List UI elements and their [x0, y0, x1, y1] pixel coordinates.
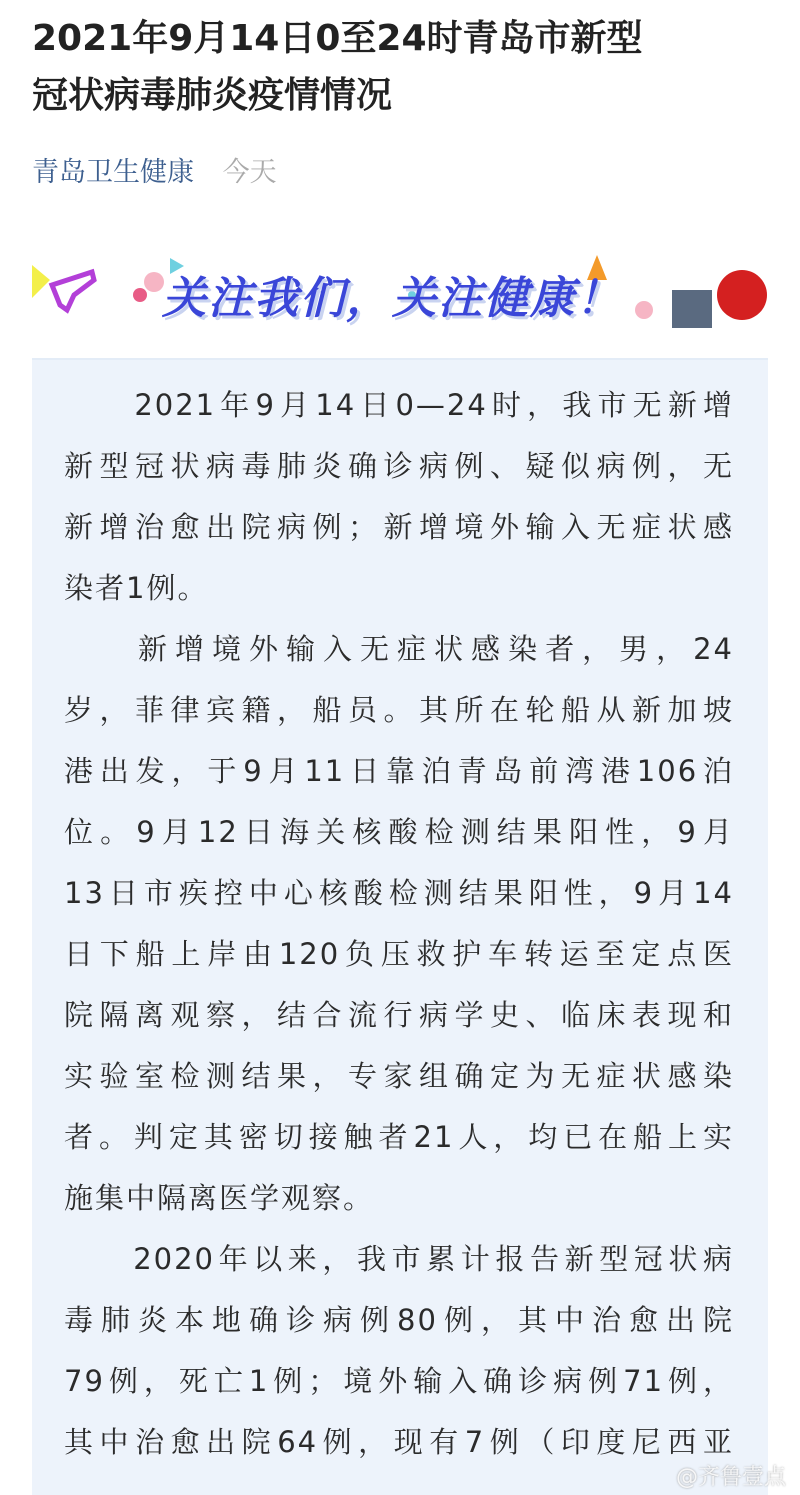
body-line: 染者1例。: [64, 571, 209, 605]
article-title: [32, 10, 772, 124]
body-line: 其中治愈出院64例，现有7例（印度尼西亚: [64, 1425, 734, 1459]
body-line: 位。9月12日海关核酸检测结果阳性，9月: [64, 815, 734, 849]
body-line: 79例，死亡1例；境外输入确诊病例71例，: [64, 1364, 734, 1398]
body-line: 新增治愈出院病例；新增境外输入无症状感: [64, 510, 734, 544]
body-line: 2020年以来，我市累计报告新型冠状病: [64, 1242, 734, 1276]
watermark: @齐鲁壹点: [675, 1465, 786, 1490]
body-line: 13日市疾控中心核酸检测结果阳性，9月14: [64, 876, 734, 910]
body-line: 新型冠状病毒肺炎确诊病例、疑似病例，无: [64, 449, 734, 483]
publish-time: 今天: [222, 157, 277, 188]
body-line: 毒肺炎本地确诊病例80例，其中治愈出院: [64, 1303, 734, 1337]
body-line: 港出发，于9月11日靠泊青岛前湾港106泊: [64, 754, 734, 788]
body-line: 2021年9月14日0—24时，我市无新增: [64, 388, 734, 422]
body-line: 实验室检测结果，专家组确定为无症状感染: [64, 1059, 734, 1093]
source-account-link[interactable]: 青岛卫生健康: [32, 157, 194, 188]
title-line: 2021年9月14日0至24时青岛市新型: [32, 18, 643, 59]
title-line: 冠状病毒肺炎疫情情况: [32, 75, 393, 116]
body-line: 施集中隔离医学观察。: [64, 1181, 375, 1215]
article-meta: [32, 150, 277, 189]
body-line: 日下船上岸由120负压救护车转运至定点医: [64, 937, 734, 971]
body-line: 者。判定其密切接触者21人，均已在船上实: [64, 1120, 734, 1154]
body-line: 岁，菲律宾籍，船员。其所在轮船从新加坡: [64, 693, 734, 727]
banner-text: 关注我们，关注健康！: [162, 273, 622, 324]
banner-image: [32, 250, 768, 330]
body-line: 新增境外输入无症状感染者，男，24: [64, 632, 734, 666]
body-line: 院隔离观察，结合流行病学史、临床表现和: [64, 998, 734, 1032]
